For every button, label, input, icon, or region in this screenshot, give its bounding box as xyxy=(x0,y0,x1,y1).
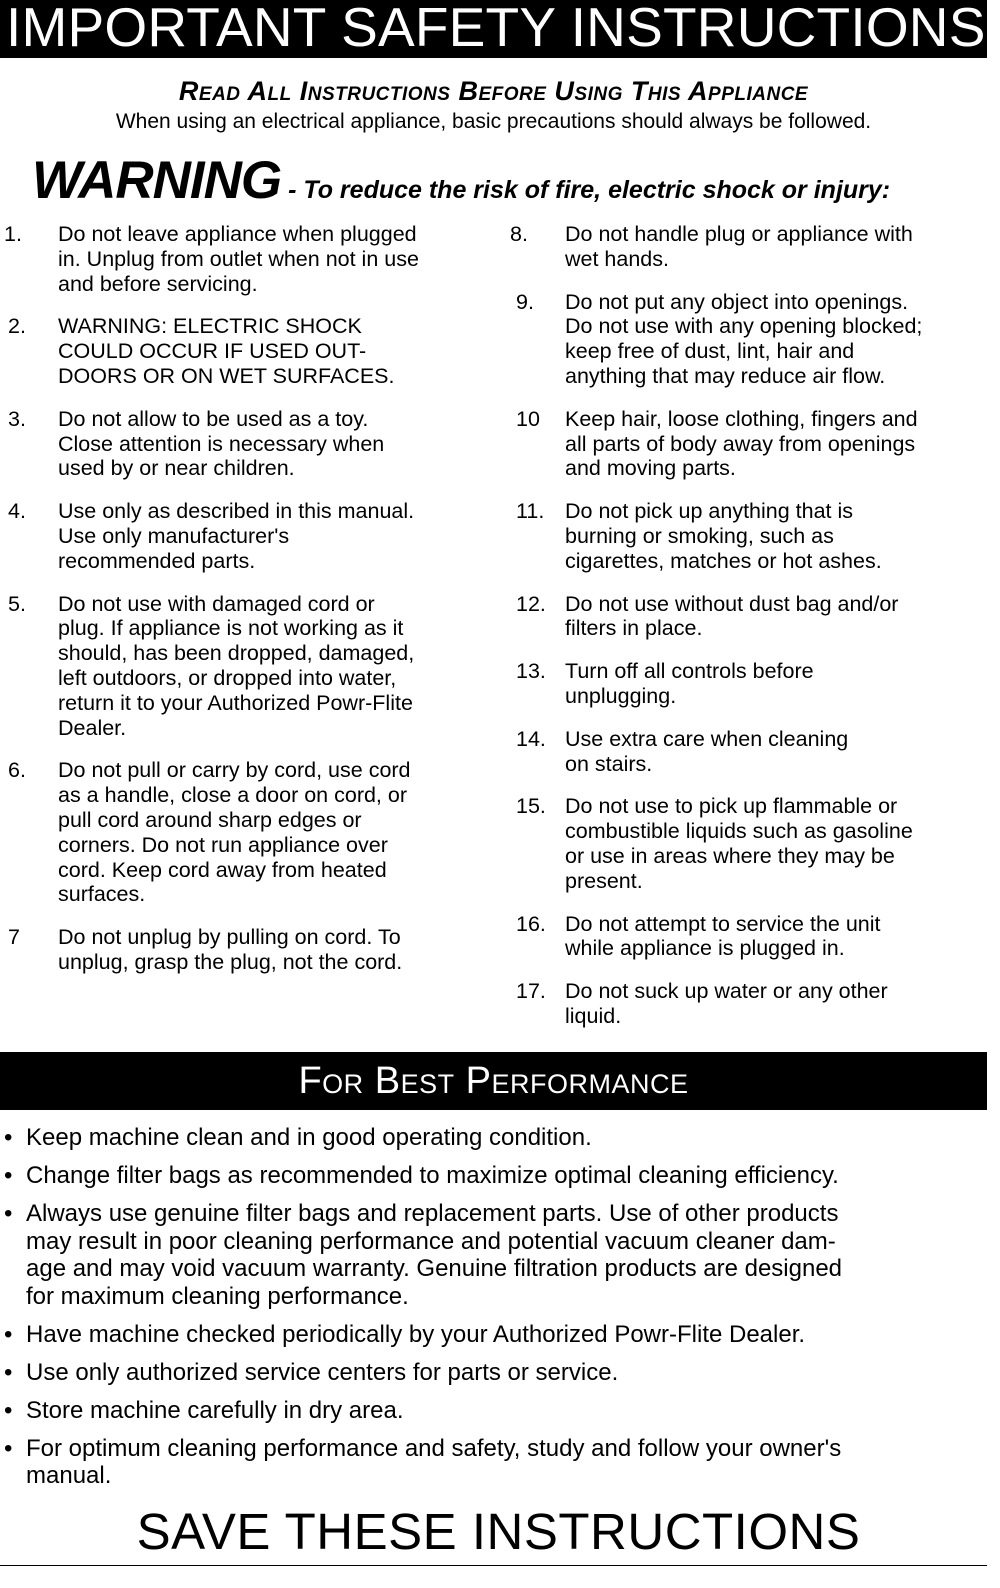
instruction-item xyxy=(508,222,988,272)
instruction-text: Do not use with damaged cord or plug. If appliance is not working as it should, has been dropped, damaged, left outdoors, or dropped into water, return it to your Authorized Powr-Flite Dealer. xyxy=(58,591,415,740)
instruction-text: Do not handle plug or appliance with wet hands. xyxy=(565,222,913,271)
instruction-item xyxy=(508,290,988,389)
instruction-number: 10 xyxy=(516,406,540,431)
instruction-item xyxy=(508,407,988,481)
page-title: IMPORTANT SAFETY INSTRUCTIONS xyxy=(6,0,986,58)
instruction-item xyxy=(508,912,988,962)
instruction-number: 8. xyxy=(510,222,528,246)
performance-banner xyxy=(0,1052,987,1110)
instruction-text: Do not pull or carry by cord, use cord as a handle, close a door on cord, or pull cord around sharp edges or corners. Do not run appliance over cord. Keep cord away from heated surfaces. xyxy=(58,758,411,907)
warning-line xyxy=(32,150,890,211)
performance-text: Store machine carefully in dry area. xyxy=(26,1396,404,1424)
instruction-item xyxy=(508,979,988,1029)
bottom-divider xyxy=(0,1565,987,1566)
instruction-number: 7 xyxy=(8,925,20,950)
performance-text: Use only authorized service centers for parts or service. xyxy=(26,1358,619,1386)
performance-item xyxy=(4,1321,979,1349)
instruction-text: Do not attempt to service the unit while appliance is plugged in. xyxy=(565,911,881,961)
title-banner xyxy=(0,0,987,58)
instruction-number: 1. xyxy=(4,222,22,246)
instruction-item xyxy=(508,794,988,893)
instruction-item xyxy=(0,925,485,975)
instruction-number: 6. xyxy=(8,758,26,783)
performance-item xyxy=(4,1397,979,1425)
instruction-item xyxy=(0,592,485,741)
performance-item xyxy=(4,1124,979,1152)
warning-text: - To reduce the risk of fire, electric shock or injury: xyxy=(281,176,891,204)
instruction-text: Do not use to pick up flammable or combustible liquids such as gasoline or use in areas where they may be present. xyxy=(565,794,913,893)
read-instructions-heading: Read All Instructions Before Using This Appliance xyxy=(178,76,809,106)
instruction-text: Do not unplug by pulling on cord. To unplug, grasp the plug, not the cord. xyxy=(58,925,403,974)
instruction-item xyxy=(508,592,988,642)
instruction-number: 15. xyxy=(516,794,546,819)
performance-text: Always use genuine filter bags and replacement parts. Use of other products may result in poor cleaning performance and potential vacuum cleaner dam- age and may void vacuum warranty. Genuine filtration products are designed for maximum cleaning performance. xyxy=(26,1200,843,1310)
bullet-icon: • xyxy=(4,1320,13,1348)
performance-text: Keep machine clean and in good operating condition. xyxy=(26,1124,592,1151)
bullet-icon: • xyxy=(4,1200,13,1227)
instruction-text: Do not allow to be used as a toy. Close attention is necessary when used by or near children. xyxy=(58,406,385,481)
instruction-text: Do not leave appliance when plugged in. Unplug from outlet when not in use and before servicing. xyxy=(58,222,419,296)
instruction-item xyxy=(508,727,988,777)
instruction-item xyxy=(0,499,485,573)
instruction-text: Do not pick up anything that is burning or smoking, such as cigarettes, matches or hot ashes. xyxy=(565,499,882,573)
instruction-number: 16. xyxy=(516,911,546,936)
bullet-icon: • xyxy=(4,1124,13,1151)
performance-text: Change filter bags as recommended to maximize optimal cleaning efficiency. xyxy=(26,1162,839,1189)
instructions-right-column xyxy=(508,222,988,1047)
performance-title: For Best Performance xyxy=(298,1060,689,1102)
instruction-number: 2. xyxy=(8,314,26,339)
bullet-icon: • xyxy=(4,1396,13,1424)
instruction-item xyxy=(0,758,485,907)
instruction-number: 4. xyxy=(8,499,26,524)
instruction-text: Use extra care when cleaning on stairs. xyxy=(565,726,849,776)
instruction-item xyxy=(508,659,988,709)
instruction-number: 14. xyxy=(516,726,546,751)
bullet-icon: • xyxy=(4,1434,13,1462)
instruction-item xyxy=(508,499,988,573)
save-instructions-heading: SAVE THESE INSTRUCTIONS xyxy=(136,1503,861,1560)
instruction-number: 13. xyxy=(516,659,546,684)
instruction-text: Turn off all controls before unplugging. xyxy=(565,659,814,708)
instruction-text: WARNING: ELECTRIC SHOCK COULD OCCUR IF USED OUT- DOORS OR ON WET SURFACES. xyxy=(58,314,395,388)
performance-item xyxy=(4,1435,979,1490)
warning-word: WARNING xyxy=(32,151,282,210)
instruction-item xyxy=(0,314,485,388)
performance-text: Have machine checked periodically by your Authorized Powr-Flite Dealer. xyxy=(26,1320,806,1348)
precaution-text: When using an electrical appliance, basic precautions should always be followed. xyxy=(115,110,872,133)
performance-item xyxy=(4,1359,979,1387)
instruction-item xyxy=(0,407,485,481)
bullet-icon: • xyxy=(4,1358,13,1386)
instruction-text: Do not put any object into openings. Do not use with any opening blocked; keep free of dust, lint, hair and anything that may reduce air flow. xyxy=(565,289,923,388)
performance-item xyxy=(4,1162,979,1190)
instruction-number: 3. xyxy=(8,406,26,431)
instruction-text: Do not use without dust bag and/or filters in place. xyxy=(565,591,899,641)
performance-list xyxy=(4,1124,979,1500)
bullet-icon: • xyxy=(4,1162,13,1189)
instruction-number: 17. xyxy=(516,979,546,1004)
instruction-number: 11. xyxy=(516,499,545,524)
instruction-item xyxy=(0,222,485,296)
instruction-text: Use only as described in this manual. Use only manufacturer's recommended parts. xyxy=(58,499,415,573)
performance-text: For optimum cleaning performance and safety, study and follow your owner's manual. xyxy=(26,1434,842,1489)
instruction-text: Keep hair, loose clothing, fingers and all parts of body away from openings and moving parts. xyxy=(565,406,918,481)
performance-item xyxy=(4,1200,979,1310)
instructions-left-column xyxy=(0,222,485,993)
instruction-number: 5. xyxy=(8,591,26,616)
instruction-number: 9. xyxy=(516,289,534,314)
instruction-number: 12. xyxy=(516,591,546,616)
instruction-text: Do not suck up water or any other liquid. xyxy=(565,979,888,1028)
